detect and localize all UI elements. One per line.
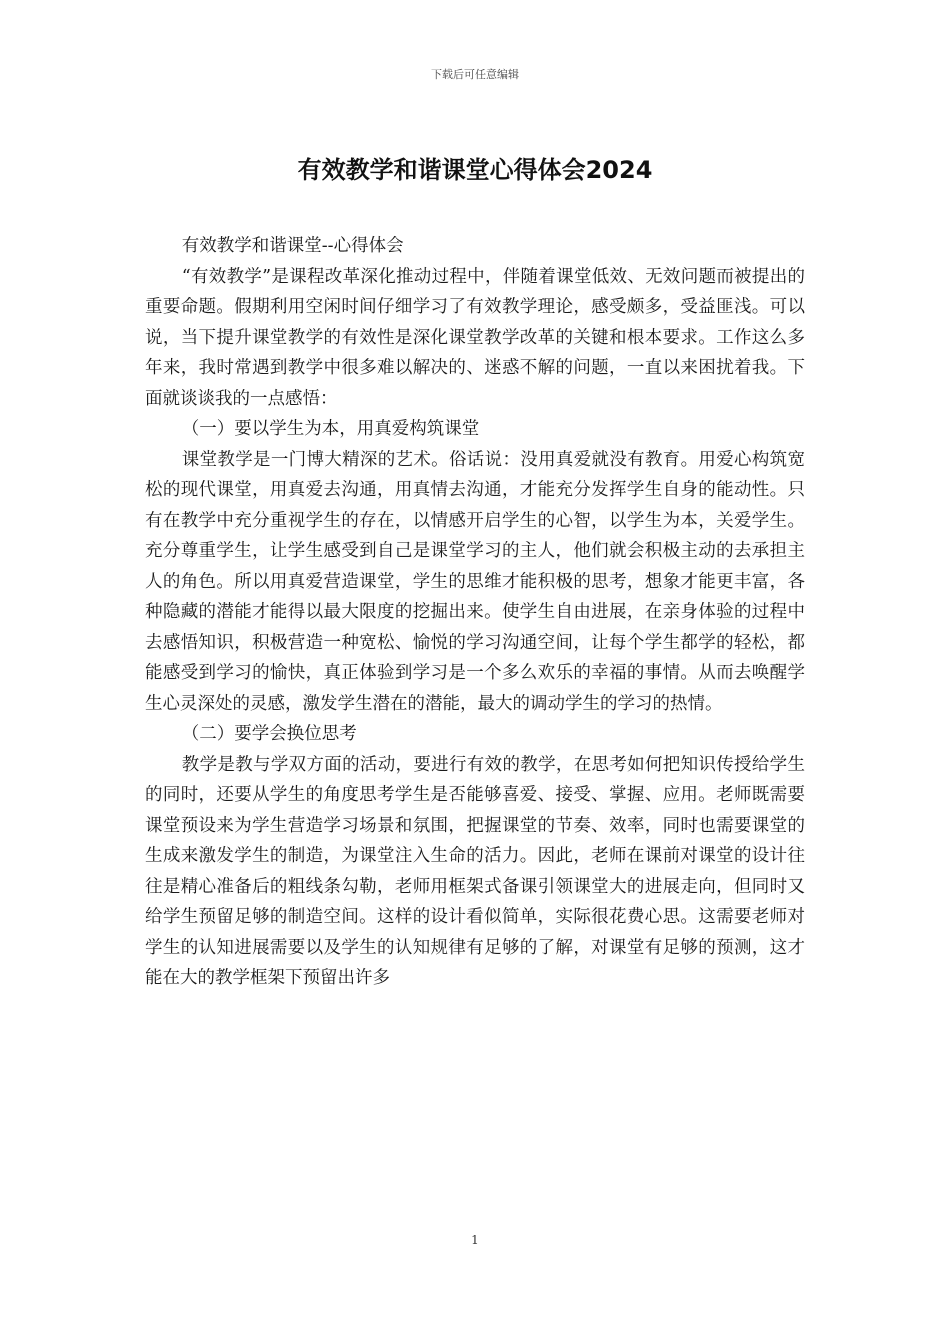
- body-paragraph-intro: “有效教学”是课程改革深化推动过程中，伴随着课堂低效、无效问题而被提出的重要命题。假期利用空闲时间仔细学习了有效教学理论，感受颇多，受益匪浅。可以说，当下提升课堂教学的有效性是深化课堂教学改革的关键和根本要求。工作这么多年来，我时常遇到教学中很多难以解决的、迷惑不解的问题，一直以来困扰着我。下面就谈谈我的一点感悟：: [145, 266, 805, 409]
- body-paragraph-section-1: 课堂教学是一门博大精深的艺术。俗话说：没用真爱就没有教育。用爱心构筑宽松的现代课堂，用真爱去沟通，用真情去沟通，才能充分发挥学生自身的能动性。只有在教学中充分重视学生的存在，以情感开启学生的心智，以学生为本，关爱学生。充分尊重学生，让学生感受到自己是课堂学习的主人，他们就会积极主动的去承担主人的角色。所以用真爱营造课堂，学生的思维才能积极的思考，想象才能更丰富，各种隐藏的潜能才能得以最大限度的挖掘出来。使学生自由进展，在亲身体验的过程中去感悟知识，积极营造一种宽松、愉悦的学习沟通空间，让每个学生都学的轻松，都能感受到学习的愉快，真正体验到学习是一个多么欢乐的幸福的事情。从而去唤醒学生心灵深处的灵感，激发学生潜在的潜能，最大的调动学生的学习的热情。: [145, 449, 805, 714]
- page-header-note: 下载后可任意编辑: [431, 68, 519, 81]
- document-title: 有效教学和谐课堂心得体会2024: [297, 156, 653, 184]
- document-body: [145, 231, 805, 994]
- body-paragraph-section-2: 教学是教与学双方面的活动，要进行有效的教学，在思考如何把知识传授给学生的同时，还要从学生的角度思考学生是否能够喜爱、接受、掌握、应用。老师既需要课堂预设来为学生营造学习场景和氛围，把握课堂的节奏、效率，同时也需要课堂的生成来激发学生的制造，为课堂注入生命的活力。因此，老师在课前对课堂的设计往往是精心准备后的粗线条勾勒，老师用框架式备课引领课堂大的进展走向，但同时又给学生预留足够的制造空间。这样的设计看似简单，实际很花费心思。这需要老师对学生的认知进展需要以及学生的认知规律有足够的了解，对课堂有足够的预测，这才能在大的教学框架下预留出许多: [145, 754, 805, 988]
- section-heading-2: （二）要学会换位思考: [181, 724, 357, 744]
- body-paragraph-subtitle: 有效教学和谐课堂--心得体会: [181, 236, 404, 256]
- section-heading-1: （一）要以学生为本，用真爱构筑课堂: [181, 419, 480, 439]
- page-number: 1: [471, 1233, 479, 1247]
